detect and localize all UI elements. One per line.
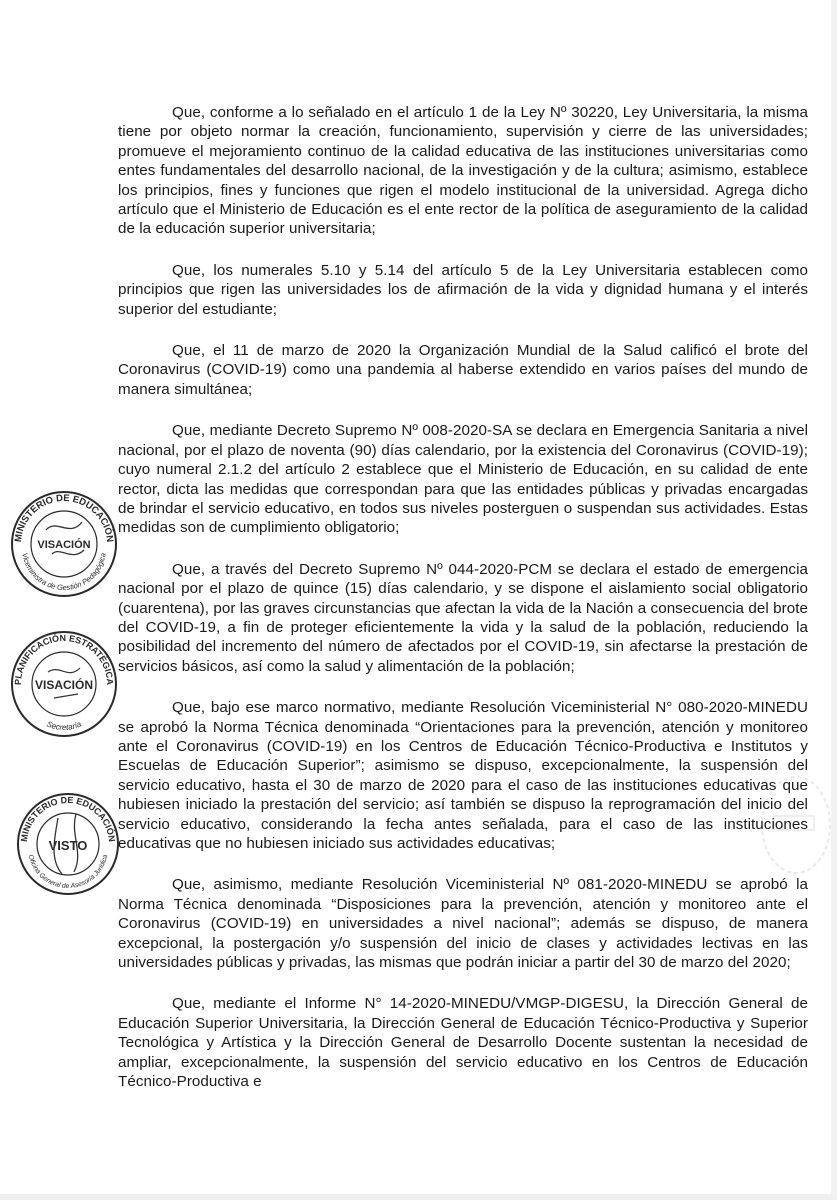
stamp-ring-top: MINISTERIO DE EDUCACIÓN	[12, 492, 116, 543]
visacion-stamp-pedagogica	[8, 488, 120, 600]
paragraph-oms-pandemia: Que, el 11 de marzo de 2020 la Organización Mundial de la Salud calificó el brote del Coronavirus (COVID-19) como una pandemia al haberse extendido en varios países del mundo de manera simultánea;	[118, 342, 808, 398]
faint-bleed-stamp	[752, 770, 832, 880]
stamp-center-text: VISTO	[48, 838, 88, 853]
stamp-center-text: VISACIÓN	[34, 678, 94, 692]
stamp-center-text: VISACIÓN	[37, 539, 91, 551]
stamp-ring-top: MINISTERIO DE EDUCACIÓN	[18, 794, 118, 843]
stamp-ring-bottom: Secretaría	[45, 719, 83, 733]
visto-stamp-asesoria	[14, 790, 122, 898]
stamp-ring-top: PLANIFICACIÓN ESTRATÉGICA	[12, 632, 116, 686]
svg-text:MINISTERIO DE EDUCACIÓN	[13, 493, 115, 543]
stamp-ring-bottom: Viceministra de Gestión Pedagógica	[20, 552, 108, 593]
paragraph-principios: Que, los numerales 5.10 y 5.14 del artículo 5 de la Ley Universitaria establecen como principios que rigen las universidades los de afirmación de la vida y dignidad humana y el interés superior del estudiante;	[118, 261, 808, 318]
paragraph-emergencia-sanitaria: Que, mediante Decreto Supremo Nº 008-2020-SA se declara en Emergencia Sanitaria a nivel nacional, por el plazo de noventa (90) días calendario, por la existencia del Coronavirus (COVID-19); cuyo numeral 2.1.2 del artículo 2 establece que el Ministerio de Educación, en su calidad de ente rector, dicta las medidas que correspondan para que las entidades públicas y privadas encargadas de brindar el servicio educativo, en todos sus niveles posterguen o suspendan sus actividades. Estas medidas son de cumplimiento obligatorio;	[118, 422, 808, 537]
paragraph-ley-universitaria: Que, conforme a lo señalado en el artículo 1 de la Ley Nº 30220, Ley Universitaria, la misma tiene por objeto normar la creación, funcionamiento, supervisión y cierre de las universidades; promueve el mejoramiento continuo de la calidad educativa de las instituciones universitarias como entes fundamentales del desarrollo nacional, de la investigación y de la cultura; asimismo, establece los principios, fines y funciones que rigen el modelo institucional de la universidad. Agrega dicho artículo que el Ministerio de Educación es el ente rector de la política de aseguramiento de la calidad de la educación superior universitaria;	[118, 104, 808, 238]
paragraph-informe-14: Que, mediante el Informe N° 14-2020-MINEDU/VMGP-DIGESU, la Dirección General de Educación Superior Universitaria, la Dirección General de Educación Técnico-Productiva y Superior Tecnológica y Artística y la Dirección General de Desarrollo Docente sustentan la necesidad de ampliar, excepcionalmente, la suspensión del servicio educativo en los Centros de Educación Técnico-Productiva e	[118, 995, 808, 1091]
svg-text:MINISTERIO DE EDUCACIÓN	[19, 795, 117, 842]
visacion-stamp-planificacion	[8, 628, 120, 740]
paragraph-emergencia-nacional: Que, a través del Decreto Supremo Nº 044-2020-PCM se declara el estado de emergencia nacional por el plazo de quince (15) días calendario, y se dispone el aislamiento social obligatorio (cuarentena), por las graves circunstancias que afectan la vida de la Nación a consecuencia del brote del COVID-19, a fin de proteger eficientemente la vida y la salud de la población, reduciendo la posibilidad del incremento del número de afectados por el COVID-19, sin afectarse la prestación de servicios básicos, así como la salud y alimentación de la población;	[118, 560, 808, 675]
paragraph-rvm-081: Que, asimismo, mediante Resolución Viceministerial Nº 081-2020-MINEDU se aprobó la Norma Técnica denominada “Disposiciones para la prevención, atención y monitoreo ante el Coronavirus (COVID-19) en universidades a nivel nacional”; además se dispuso, de manera excepcional, la postergación y/o suspensión del inicio de clases y actividades lectivas en las universidades públicas y privadas, las mismas que podrán iniciar a partir del 30 de marzo del 2020;	[118, 876, 808, 972]
paragraph-rvm-080: Que, bajo ese marco normativo, mediante Resolución Viceministerial N° 080-2020-MINEDU se aprobó la Norma Técnica denominada “Orientaciones para la prevención, atención y monitoreo ante el Coronavirus (COVID-19) en los Centros de Educación Técnico-Productiva e Institutos y Escuelas de Educación Superior”; asimismo se dispuso, excepcionalmente, la suspensión del servicio educativo, hasta el 30 de marzo de 2020 para el caso de las instituciones educativas que hubiesen iniciado la prestación del servicio; así también se dispuso la reprogramación del inicio del servicio educativo, considerando la fecha antes señalada, para el caso de las instituciones educativas que no hubiesen iniciado sus actividades educativas;	[118, 699, 808, 852]
svg-text:Secretaría	[45, 719, 83, 732]
document-body	[118, 103, 808, 1113]
stamp-ring-bottom: Oficina General de Asesoría Jurídica	[26, 853, 110, 891]
